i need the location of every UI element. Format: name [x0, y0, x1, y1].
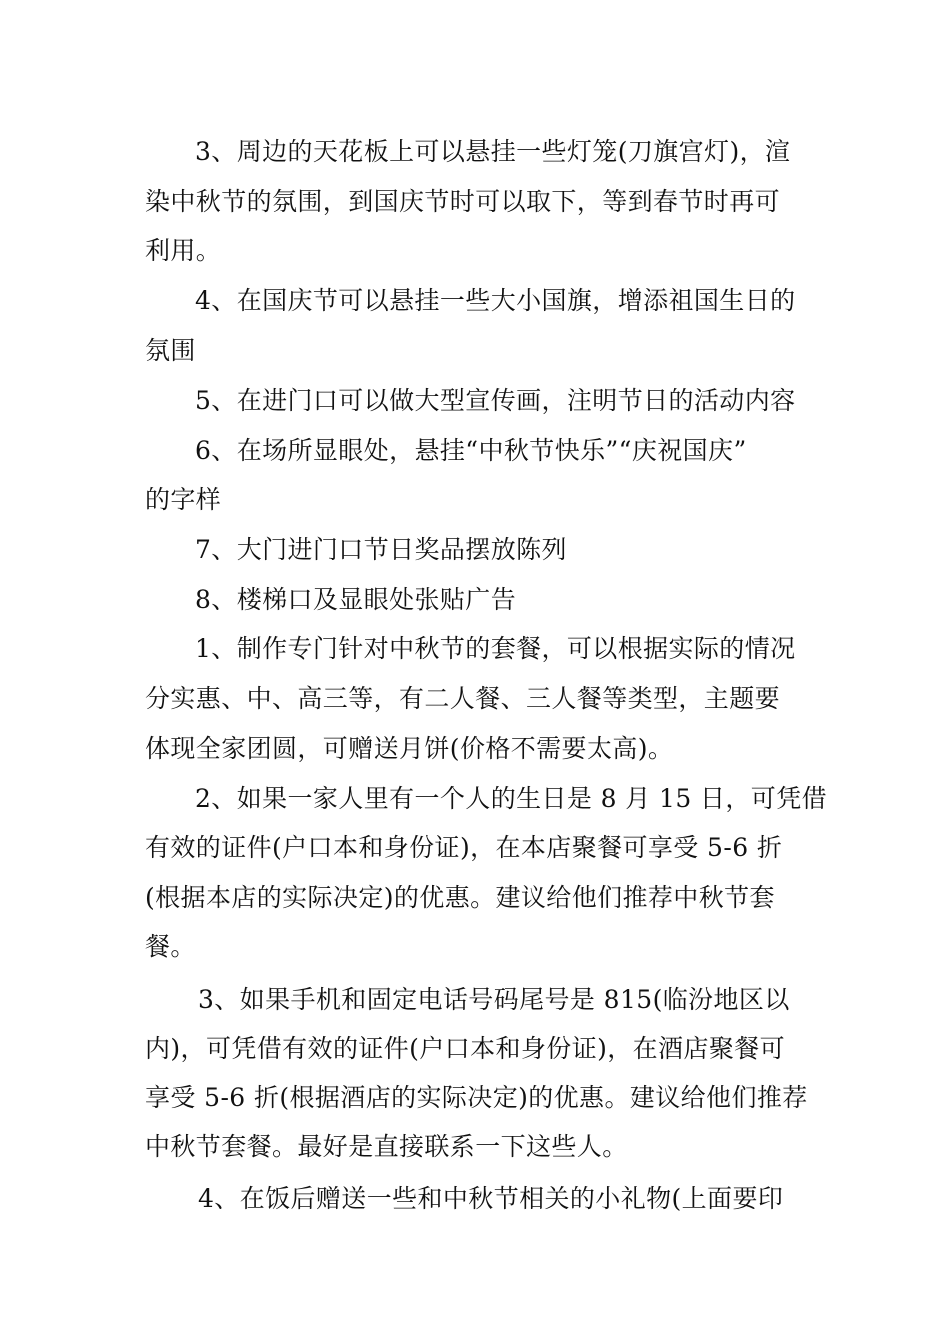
paragraph-line: 中秋节套餐。最好是直接联系一下这些人。 — [145, 1132, 628, 1161]
paragraph-line: 有效的证件(户口本和身份证)，在本店聚餐可享受 5-6 折 — [145, 833, 783, 862]
paragraph-line: 3、周边的天花板上可以悬挂一些灯笼(刀旗宫灯)，渲 — [195, 137, 791, 166]
paragraph-line: 1、制作专门针对中秋节的套餐，可以根据实际的情况 — [195, 634, 796, 663]
paragraph-line: 享受 5-6 折(根据酒店的实际决定)的优惠。建议给他们推荐 — [145, 1083, 808, 1112]
paragraph-line: 7、大门进门口节日奖品摆放陈列 — [195, 535, 567, 564]
paragraph-line: 5、在进门口可以做大型宣传画，注明节日的活动内容 — [195, 386, 796, 415]
paragraph-line: 8、楼梯口及显眼处张贴广告 — [195, 585, 517, 614]
paragraph-line: 4、在饭后赠送一些和中秋节相关的小礼物(上面要印 — [198, 1184, 784, 1213]
paragraph-line: 2、如果一家人里有一个人的生日是 8 月 15 日，可凭借 — [195, 784, 828, 813]
paragraph-line: (根据本店的实际决定)的优惠。建议给他们推荐中秋节套 — [145, 883, 775, 912]
paragraph-line: 6、在场所显眼处，悬挂“中秋节快乐”“庆祝国庆” — [195, 436, 747, 465]
paragraph-line: 餐。 — [145, 932, 196, 961]
paragraph-line: 分实惠、中、高三等，有二人餐、三人餐等类型，主题要 — [145, 684, 781, 713]
paragraph-line: 4、在国庆节可以悬挂一些大小国旗，增添祖国生日的 — [195, 286, 796, 315]
paragraph-line: 氛围 — [145, 336, 196, 365]
paragraph-line: 3、如果手机和固定电话号码尾号是 815(临汾地区以 — [198, 985, 790, 1014]
paragraph-line: 利用。 — [145, 236, 222, 265]
paragraph-line: 体现全家团圆，可赠送月饼(价格不需要太高)。 — [145, 734, 674, 763]
paragraph-line: 的字样 — [145, 485, 222, 514]
paragraph-line: 染中秋节的氛围，到国庆节时可以取下，等到春节时再可 — [145, 187, 781, 216]
paragraph-line: 内)，可凭借有效的证件(户口本和身份证)，在酒店聚餐可 — [145, 1034, 786, 1063]
